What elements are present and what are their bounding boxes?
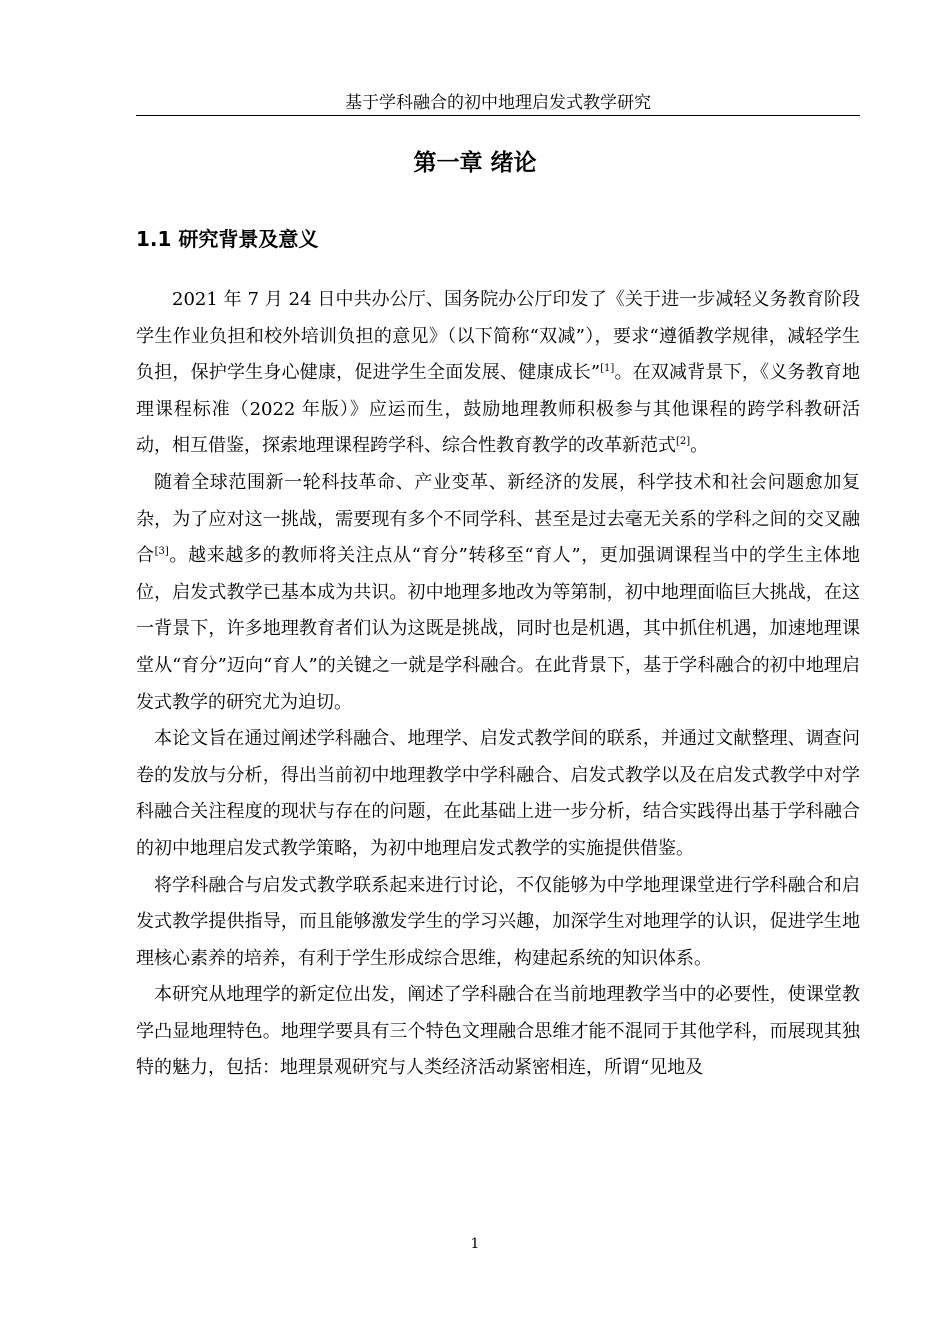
paragraph-5: 本研究从地理学的新定位出发，阐述了学科融合在当前地理教学当中的必要性，使课堂教学凸显地理特色。地理学要具有三个特色文理融合思维才能不混同于其他学科，而展现其独特的魅力，包括：地理景观研究与人类经济活动紧密相连，所谓“见地及 bbox=[136, 984, 860, 1079]
page-number: 1 bbox=[470, 1236, 480, 1252]
paragraph-2: 随着全球范围新一轮科技革命、产业变革、新经济的发展，科学技术和社会问题愈加复杂，为了应对这一挑战，需要现有多个不同学科、甚至是过去毫无关系的学科之间的交叉融合[3]。越来越多的教师将关注点从“育分”转移至“育人”，更加强调课程当中的学生主体地位，启发式教学已基本成为共识。初中地理多地改为等第制，初中地理面临巨大挑战，在这一背景下，许多地理教育者们认为这既是挑战，同时也是机遇，其中抓住机遇，加速地理课堂从“育分”迈向“育人”的关键之一就是学科融合。在此背景下，基于学科融合的初中地理启发式教学的研究尤为迫切。 bbox=[136, 471, 861, 713]
paragraph-3: 本论文旨在通过阐述学科融合、地理学、启发式教学间的联系，并通过文献整理、调查问卷的发放与分析，得出当前初中地理教学中学科融合、启发式教学以及在启发式教学中对学科融合关注程度的现状与存在的问题，在此基础上进一步分析，结合实践得出基于学科融合的初中地理启发式教学策略，为初中地理启发式教学的实施提供借鉴。 bbox=[136, 728, 860, 859]
paragraph-4: 将学科融合与启发式教学联系起来进行讨论，不仅能够为中学地理课堂进行学科融合和启发式教学提供指导，而且能够激发学生的学习兴趣，加深学生对地理学的认识，促进学生地理核心素养的培养，有利于学生形成综合思维，构建起系统的知识体系。 bbox=[136, 874, 860, 969]
citation-ref: [2] bbox=[676, 436, 691, 448]
paragraph-1: 2021 年 7 月 24 日中共办公厅、国务院办公厅印发了《关于进一步减轻义务教育阶段学生作业负担和校外培训负担的意见》（以下简称“双减”），要求“遵循教学规律，减轻学生负担，保护学生身心健康，促进学生全面发展、健康成长”[1]。在双减背景下，《义务教育地理课程标准（2022 年版）》应运而生，鼓励地理教师积极参与其他课程的跨学科教研活动，相互借鉴，探索地理课程跨学科、综合性教育教学的改革新范式[2]。 bbox=[136, 289, 861, 457]
chapter-title: 第一章 绪论 bbox=[413, 150, 537, 176]
citation-ref: [1] bbox=[600, 363, 615, 375]
body-text bbox=[136, 282, 860, 1087]
section-title: 1.1 研究背景及意义 bbox=[136, 227, 319, 251]
citation-ref: [3] bbox=[154, 546, 169, 558]
running-header: 基于学科融合的初中地理启发式教学研究 bbox=[136, 92, 860, 116]
